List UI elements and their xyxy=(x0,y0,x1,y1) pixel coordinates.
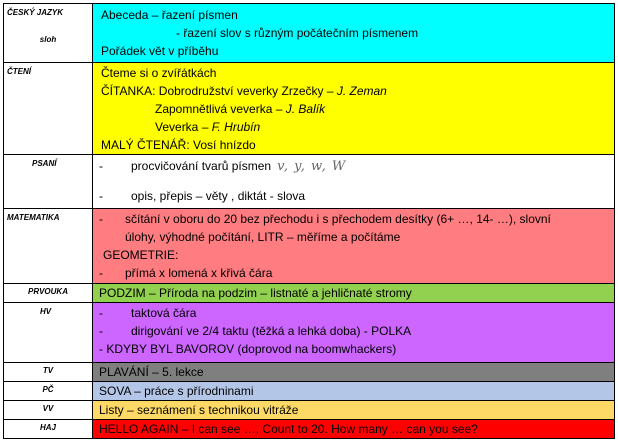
subject-cell-psani xyxy=(4,155,93,209)
content-line xyxy=(101,82,614,100)
subject-label: HAJ xyxy=(39,423,56,432)
text: sčítání v oboru do 20 bez přechodu i s přechodem desítky (6+ …, 14- …), slovní xyxy=(125,212,551,226)
weekly-plan-table xyxy=(3,3,615,439)
subject-label: PRVOUKA xyxy=(27,287,68,296)
text: dirigování ve 2/4 taktu (těžká a lehká doba) - POLKA xyxy=(131,324,412,338)
author: F. Hrubín xyxy=(211,120,261,134)
content-line: Listy – seznámení s technikou vitráže xyxy=(99,403,299,417)
subject-sub-label: sloh xyxy=(39,35,57,44)
bullet-dash: - xyxy=(99,266,103,280)
content-line: Abeceda – řazení písmen xyxy=(101,8,238,22)
content-line: Pořádek vět v příběhu xyxy=(101,44,219,58)
content-line: - KDYBY BYL BAVOROV (doprovod na boomwhackers) xyxy=(99,342,397,356)
row-psani xyxy=(4,155,615,209)
content-line xyxy=(101,100,614,118)
bullet-dash: - xyxy=(99,324,103,338)
content-cell-tv xyxy=(93,363,615,382)
content-line xyxy=(99,157,614,175)
row-cteni xyxy=(4,63,615,155)
subject-cell-tv xyxy=(4,363,93,382)
weekly-plan-sheet xyxy=(3,3,615,441)
content-cell-prvouka xyxy=(93,284,615,303)
subject-cell-haj xyxy=(4,420,93,439)
row-cesky-jazyk xyxy=(4,4,615,63)
content-cell-matematika xyxy=(93,209,615,284)
subject-label: ČESKÝ JAZYK xyxy=(7,8,64,17)
content-line: - řazení slov s různým počátečním písmenem xyxy=(176,26,419,40)
subject-cell-hv xyxy=(4,303,93,363)
row-vv xyxy=(4,401,615,420)
content-line: Čteme si o zvířátkách xyxy=(101,66,217,80)
content-line: MALÝ ČTENÁŘ: Vosí hnízdo xyxy=(101,138,256,152)
content-cell-pc xyxy=(93,382,615,401)
content-cell-cesky-jazyk xyxy=(93,4,615,63)
row-hv xyxy=(4,303,615,363)
row-matematika xyxy=(4,209,615,284)
content-line: úlohy, výhodné počítání, LITR – měříme a počítáme xyxy=(125,230,401,244)
content-line xyxy=(99,187,614,205)
subject-cell-cesky-jazyk xyxy=(4,4,93,63)
content-line xyxy=(99,210,614,228)
subject-label: ČTENÍ xyxy=(7,67,31,76)
content-line xyxy=(99,264,614,282)
text: taktová čára xyxy=(131,306,197,320)
content-cell-vv xyxy=(93,401,615,420)
subject-label: PSANÍ xyxy=(32,159,57,168)
row-tv xyxy=(4,363,615,382)
subject-label: TV xyxy=(42,366,54,375)
author: J. Balík xyxy=(285,102,326,116)
text: procvičování tvarů písmen xyxy=(131,159,272,173)
content-line: PLAVÁNÍ – 5. lekce xyxy=(99,365,204,379)
subject-cell-vv xyxy=(4,401,93,420)
bullet-dash: - xyxy=(99,212,103,226)
bullet-dash: - xyxy=(99,189,103,203)
subject-label: HV xyxy=(40,307,52,316)
row-pc xyxy=(4,382,615,401)
content-cell-hv xyxy=(93,303,615,363)
content-line: GEOMETRIE: xyxy=(103,248,179,262)
text: Zapomnětlivá veverka – xyxy=(155,102,286,116)
content-cell-haj xyxy=(93,420,615,439)
text: přímá x lomená x křivá čára xyxy=(125,266,273,280)
content-line xyxy=(99,322,614,340)
subject-label: MATEMATIKA xyxy=(7,213,60,222)
subject-cell-prvouka xyxy=(4,284,93,303)
content-line: SOVA – práce s přírodninami xyxy=(99,384,254,398)
content-line xyxy=(101,118,614,136)
row-prvouka xyxy=(4,284,615,303)
content-line: PODZIM – Příroda na podzim – listnaté a jehličnaté stromy xyxy=(99,286,412,300)
subject-cell-cteni xyxy=(4,63,93,155)
text: opis, přepis – věty , diktát - slova xyxy=(131,189,306,203)
bullet-dash: - xyxy=(99,306,103,320)
content-cell-cteni xyxy=(93,63,615,155)
content-line: HELLO AGAIN – I can see …, Count to 20. How many … can you see? xyxy=(99,422,478,436)
subject-cell-matematika xyxy=(4,209,93,284)
subject-label: PČ xyxy=(42,385,54,394)
subject-cell-pc xyxy=(4,382,93,401)
handwriting-sample: v, y, w, W xyxy=(277,159,347,174)
bullet-dash: - xyxy=(99,159,103,173)
row-haj xyxy=(4,420,615,439)
subject-label: VV xyxy=(42,404,54,413)
text: ČÍTANKA: Dobrodružství veverky Zrzečky – xyxy=(101,84,337,98)
content-cell-psani xyxy=(93,155,615,209)
content-line xyxy=(99,304,614,322)
author: J. Zeman xyxy=(336,84,387,98)
text: Veverka – xyxy=(155,120,212,134)
